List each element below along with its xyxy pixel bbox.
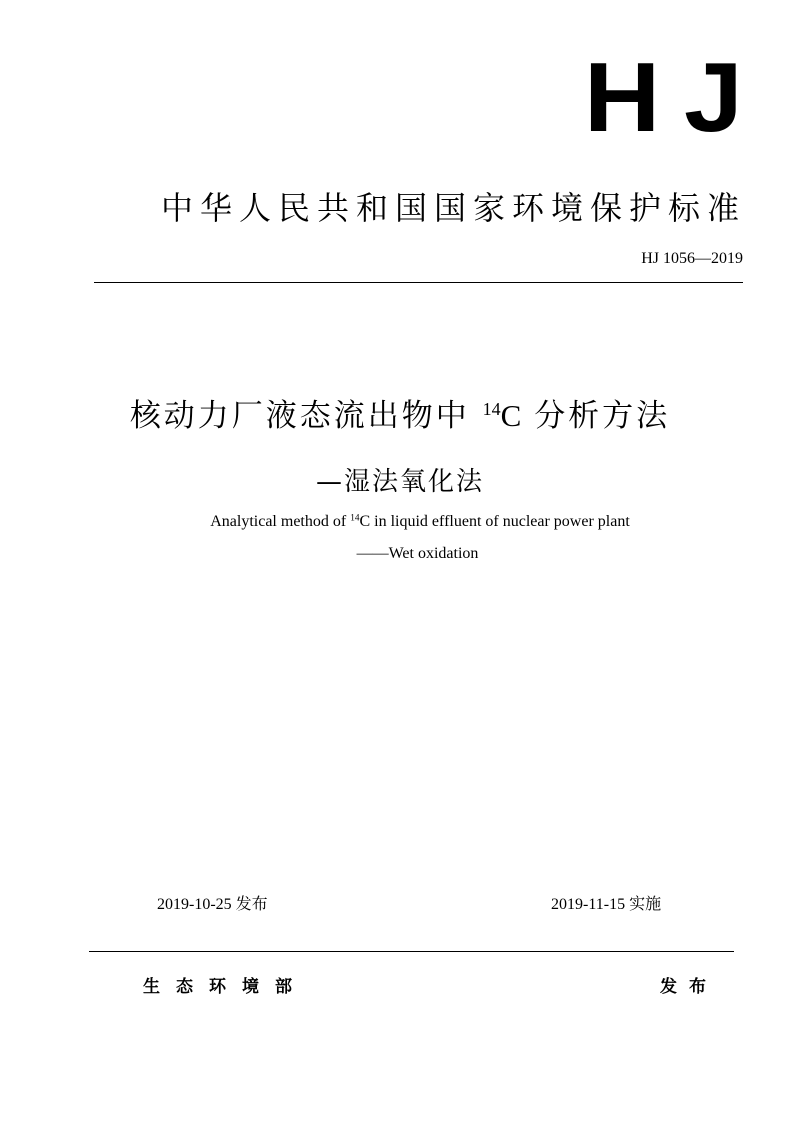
subtitle-chinese: —湿法氧化法 xyxy=(315,467,484,497)
issuing-authority: 生态环境部 xyxy=(143,977,308,997)
title-isotope xyxy=(483,398,522,433)
publish-label: 发布 xyxy=(660,977,718,997)
title-isotope-mass: 14 xyxy=(482,398,501,419)
hj-logo: HJ xyxy=(583,42,767,152)
title-english xyxy=(0,511,800,533)
subtitle-english: ——Wet oxidation xyxy=(356,545,479,562)
standard-category: 中华人民共和国国家环境保护标准 xyxy=(160,189,746,227)
title-chinese-prefix: 核动力厂液态流出物中 xyxy=(129,398,470,434)
standard-number: HJ 1056—2019 xyxy=(641,250,743,267)
effective-date: 2019-11-15 实施 xyxy=(551,896,662,913)
issue-date: 2019-10-25 发布 xyxy=(157,896,268,913)
title-chinese-suffix: 分析方法 xyxy=(534,398,671,434)
title-english-suffix: C in liquid effluent of nuclear power plant xyxy=(359,513,630,530)
bottom-divider xyxy=(89,951,734,952)
title-isotope-symbol: C xyxy=(500,398,522,433)
title-english-isotope-mass: 14 xyxy=(350,513,360,524)
top-divider xyxy=(94,282,743,283)
title-chinese xyxy=(0,394,800,438)
title-english-prefix: Analytical method of xyxy=(210,513,347,530)
